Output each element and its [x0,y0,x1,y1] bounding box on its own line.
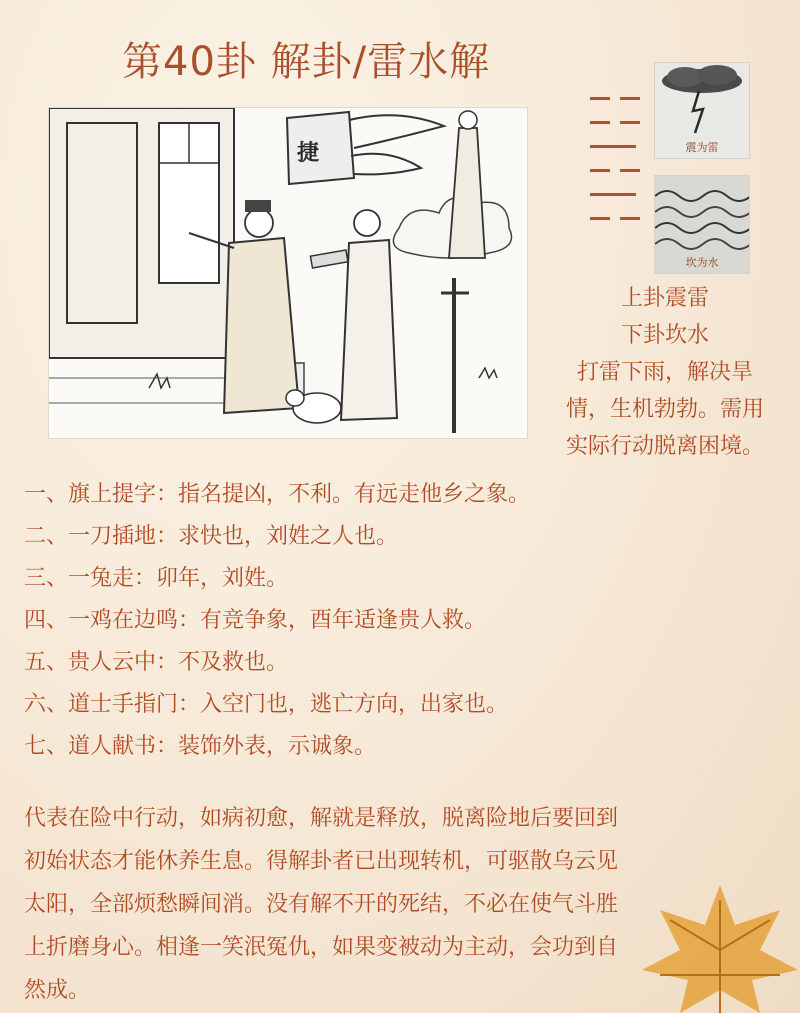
maple-leaf-icon [640,880,800,1013]
hexagram-line [590,193,640,196]
thunder-caption: 震为雷 [685,141,719,154]
hexagram-lines [590,97,640,241]
thunder-symbol [654,62,750,159]
summary-line: 打雷下雨，解决旱 [576,360,753,385]
paragraph-line: 太阳，全部烦愁瞬间消。没有解不开的死结，不必在使气斗胜 [24,892,619,917]
summary-line: 实际行动脱离困境。 [565,434,764,459]
paragraph-line: 初始状态才能休养生息。得解卦者已出现转机，可驱散乌云见 [24,849,619,874]
page-title: 第40卦 解卦/雷水解 [122,39,491,85]
hexagram-line [590,121,640,124]
interpretation-list [24,474,530,768]
water-symbol [654,175,750,274]
list-item: 四、一鸡在边鸣：有竞争象，酉年适逢贵人救。 [24,608,487,633]
illustration [48,107,528,439]
list-item: 五、贵人云中：不及救也。 [24,650,289,675]
paragraph-line: 代表在险中行动，如病初愈，解就是释放，脱离险地后要回到 [24,806,619,831]
hexagram-line [590,97,640,100]
hexagram-line [590,169,640,172]
hexagram-line [590,145,640,148]
summary-line: 上卦震雷 [620,286,709,311]
list-item: 七、道人献书：装饰外表，示诚象。 [24,734,377,759]
paragraph-line: 上折磨身心。相逢一笑泯冤仇，如果变被动为主动，会功到自 [24,935,619,960]
list-item: 六、道士手指门：入空门也，逃亡方向，出家也。 [24,692,509,717]
water-caption: 坎为水 [685,256,719,269]
trigram-summary [545,280,785,465]
list-item: 一、旗上提字：指名提凶，不利。有远走他乡之象。 [24,482,531,507]
list-item: 二、一刀插地：求快也，刘姓之人也。 [24,524,399,549]
summary-line: 情，生机勃勃。需用 [565,397,764,422]
hexagram-line [590,217,640,220]
list-item: 三、一兔走：卯年，刘姓。 [24,566,289,591]
flag-character: 捷 [297,141,320,166]
summary-line: 下卦坎水 [620,323,709,348]
paragraph-line: 然成。 [24,978,91,1003]
illustration-drawing [49,108,527,438]
